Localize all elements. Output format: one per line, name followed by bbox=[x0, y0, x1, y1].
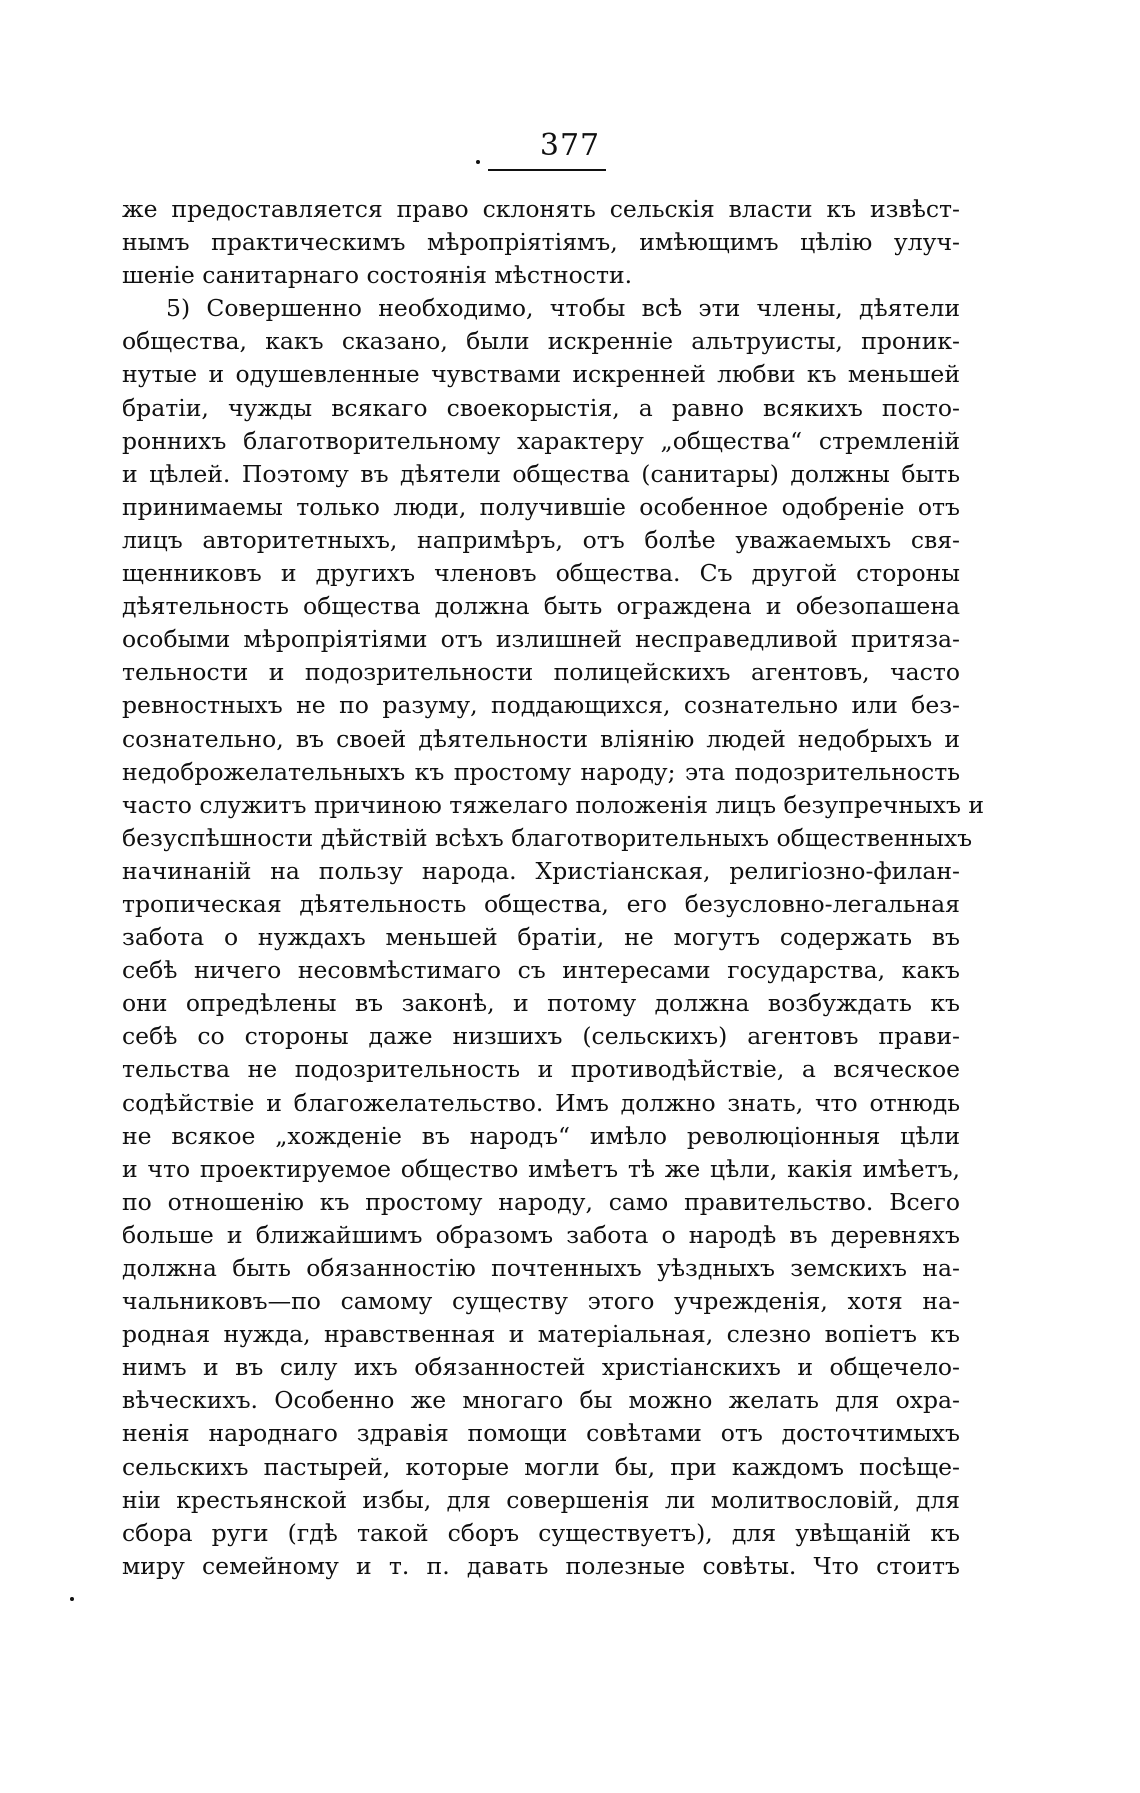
page-number-rule bbox=[488, 169, 606, 171]
text-line: больше и ближайшимъ образомъ забота о народѣ въ деревняхъ bbox=[122, 1220, 960, 1249]
paragraph bbox=[122, 193, 960, 292]
text-line: дѣятельность общества должна быть ограждена и обезопашена bbox=[122, 592, 960, 621]
text-line: сознательно, въ своей дѣятельности вліянію людей недобрыхъ и bbox=[122, 724, 960, 753]
text-line: тропическая дѣятельность общества, его безусловно-легальная bbox=[122, 889, 960, 918]
text-line: ніи крестьянской избы, для совершенія ли молитвословій, для bbox=[122, 1485, 960, 1514]
text-line: недоброжелательныхъ къ простому народу; эта подозрительность bbox=[122, 757, 960, 786]
text-line: содѣйствіе и благожелательство. Имъ должно знать, что отнюдь bbox=[122, 1088, 960, 1117]
text-line: ревностныхъ не по разуму, поддающихся, сознательно или без- bbox=[122, 691, 960, 720]
text-line: лицъ авторитетныхъ, напримѣръ, отъ болѣе уважаемыхъ свя- bbox=[122, 525, 960, 554]
text-line: роннихъ благотворительному характеру „общества“ стремленій bbox=[122, 426, 960, 455]
text-line: родная нужда, нравственная и матеріальная, слезно вопіетъ къ bbox=[122, 1320, 960, 1349]
text-line: нимъ и въ силу ихъ обязанностей христіанскихъ и общечело- bbox=[122, 1353, 960, 1382]
text-line: себѣ со стороны даже низшихъ (сельскихъ) агентовъ прави- bbox=[122, 1022, 960, 1051]
text-line: и что проектируемое общество имѣетъ тѣ же цѣли, какія имѣетъ, bbox=[122, 1154, 960, 1183]
text-line: часто служитъ причиною тяжелаго положенія лицъ безупречныхъ и bbox=[122, 790, 985, 819]
text-line: безуспѣшности дѣйствій всѣхъ благотворительныхъ общественныхъ bbox=[122, 823, 973, 852]
text-line: должна быть обязанностію почтенныхъ уѣздныхъ земскихъ на- bbox=[122, 1254, 960, 1282]
text-line: щенниковъ и другихъ членовъ общества. Съ другой стороны bbox=[122, 559, 960, 588]
text-line: тельности и подозрительности полицейскихъ агентовъ, часто bbox=[122, 658, 960, 687]
text-line: принимаемы только люди, получившіе особенное одобреніе отъ bbox=[122, 492, 960, 521]
text-line: общества, какъ сказано, были искренніе альтруисты, проник- bbox=[122, 327, 960, 356]
text-line: себѣ ничего несовмѣстимаго съ интересами государства, какъ bbox=[122, 956, 960, 985]
text-line: чальниковъ—по самому существу этого учрежденія, хотя на- bbox=[122, 1287, 960, 1316]
text-line: шеніе санитарнаго состоянія мѣстности. bbox=[122, 261, 633, 290]
text-line: начинаній на пользу народа. Христіанская, религіозно-филан- bbox=[122, 856, 960, 885]
stray-dot bbox=[70, 1597, 74, 1601]
paragraph bbox=[122, 292, 985, 1583]
text-line: же предоставляется право склонять сельскія власти къ извѣст- bbox=[122, 195, 960, 223]
text-line: по отношенію къ простому народу, само правительство. Всего bbox=[122, 1187, 960, 1216]
text-line: не всякое „хожденіе въ народъ“ имѣло революціонныя цѣли bbox=[122, 1121, 960, 1150]
text-line: сбора руги (гдѣ такой сборъ существуетъ), для увѣщаній къ bbox=[122, 1518, 960, 1547]
text-line: вѣческихъ. Особенно же многаго бы можно желать для охра- bbox=[122, 1386, 960, 1415]
text-line: они опредѣлены въ законѣ, и потому должна возбуждать къ bbox=[122, 989, 960, 1018]
text-line: нутые и одушевленные чувствами искренней любви къ меньшей bbox=[122, 360, 960, 389]
text-line: и цѣлей. Поэтому въ дѣятели общества (санитары) должны быть bbox=[122, 459, 960, 488]
text-line: братіи, чужды всякаго своекорыстія, а равно всякихъ посто- bbox=[122, 393, 960, 422]
text-line: нымъ практическимъ мѣропріятіямъ, имѣющимъ цѣлію улуч- bbox=[122, 228, 960, 257]
stray-dot bbox=[476, 160, 480, 164]
body-text bbox=[122, 193, 985, 1583]
text-line: 5) Совершенно необходимо, чтобы всѣ эти члены, дѣятели bbox=[166, 294, 960, 323]
text-line: миру семейному и т. п. давать полезные совѣты. Что стоитъ bbox=[122, 1551, 960, 1580]
text-line: ненія народнаго здравія помощи совѣтами отъ досточтимыхъ bbox=[122, 1419, 960, 1448]
text-line: тельства не подозрительность и противодѣйствіе, а всяческое bbox=[122, 1055, 960, 1084]
text-line: сельскихъ пастырей, которые могли бы, при каждомъ посѣще- bbox=[122, 1452, 960, 1481]
text-line: особыми мѣропріятіями отъ излишней несправедливой притяза- bbox=[122, 625, 960, 654]
text-line: забота о нуждахъ меньшей братіи, не могутъ содержать въ bbox=[122, 923, 960, 952]
page-number: 377 bbox=[539, 128, 601, 163]
